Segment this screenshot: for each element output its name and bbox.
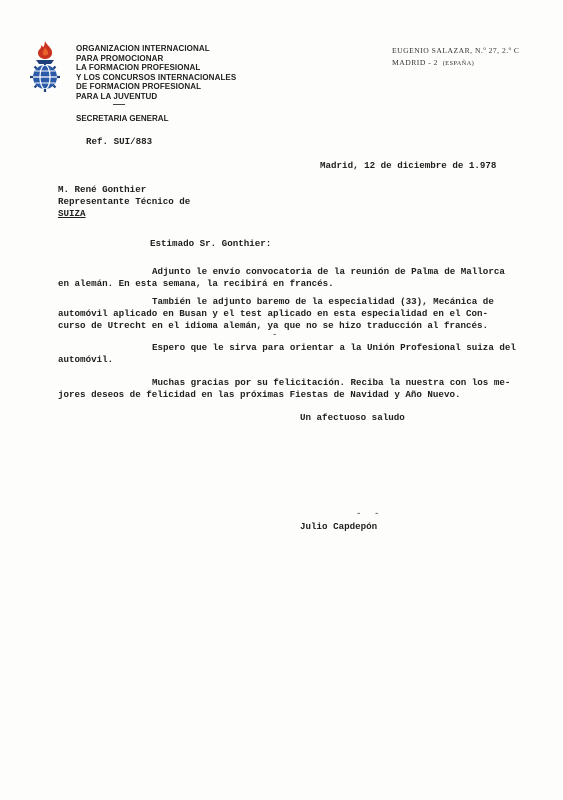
recipient-country: SUIZA [58,208,86,219]
recipient-title: Representante Técnico de [58,196,191,207]
org-line-5: DE FORMACION PROFESIONAL [76,82,202,92]
sender-address [392,45,520,70]
signature-name: Julio Capdepón [300,521,378,532]
salutation: Estimado Sr. Gonthier: [150,238,272,249]
letterhead-divider [113,104,125,105]
org-line-4: Y LOS CONCURSOS INTERNACIONALES [76,72,237,82]
signature-mark-right: - [374,509,380,519]
signature-mark-left: - [356,509,362,519]
closing-line: Un afectuoso saludo [300,412,405,423]
org-line-6: PARA LA JUVENTUD [76,91,158,101]
paragraph-2-line-1: También le adjunto baremo de la especialidad (33), Mecánica de [152,296,494,307]
reference-number: Ref. SUI/883 [86,136,153,147]
org-line-1: ORGANIZACION INTERNACIONAL [76,44,210,53]
address-city-line [392,57,520,70]
ink-dash: - [272,330,278,340]
paragraph-3-line-1: Espero que le sirva para orientar a la Unión Profesional suiza del [152,342,516,353]
paragraph-2-line-2: automóvil aplicado en Busan y el test aplicado en esta especialidad en el Con- [58,308,489,319]
flame-globe-emblem-icon [30,40,60,96]
paragraph-3-line-2: automóvil. [58,354,114,365]
org-line-3: LA FORMACION PROFESIONAL [76,63,201,73]
org-line-2: PARA PROMOCIONAR [76,53,164,63]
address-country: (ESPAÑA) [442,60,475,67]
paragraph-4-line-2: jores deseos de felicidad en las próximas Fiestas de Navidad y Año Nuevo. [58,389,461,400]
recipient-name: M. René Gonthier [58,184,147,195]
secretariat-label: SECRETARIA GENERAL [76,114,169,123]
paragraph-2-line-3: curso de Utrecht en el idioma alemán, ya que no se hizo traducción al francés. [58,320,489,331]
paragraph-1-line-1: Adjunto le envío convocatoria de la reunión de Palma de Mallorca [152,266,505,277]
place-date: Madrid, 12 de diciembre de 1.978 [320,160,497,171]
paragraph-4-line-1: Muchas gracias por su felicitación. Reciba la nuestra con los me- [152,377,511,388]
paragraph-1-line-2: en alemán. En esta semana, la recibirá en francés. [58,278,334,289]
organization-name [76,44,236,102]
address-street: EUGENIO SALAZAR, N.º 27, 2.º C [392,46,520,55]
address-city: MADRID - 2 [392,58,438,67]
